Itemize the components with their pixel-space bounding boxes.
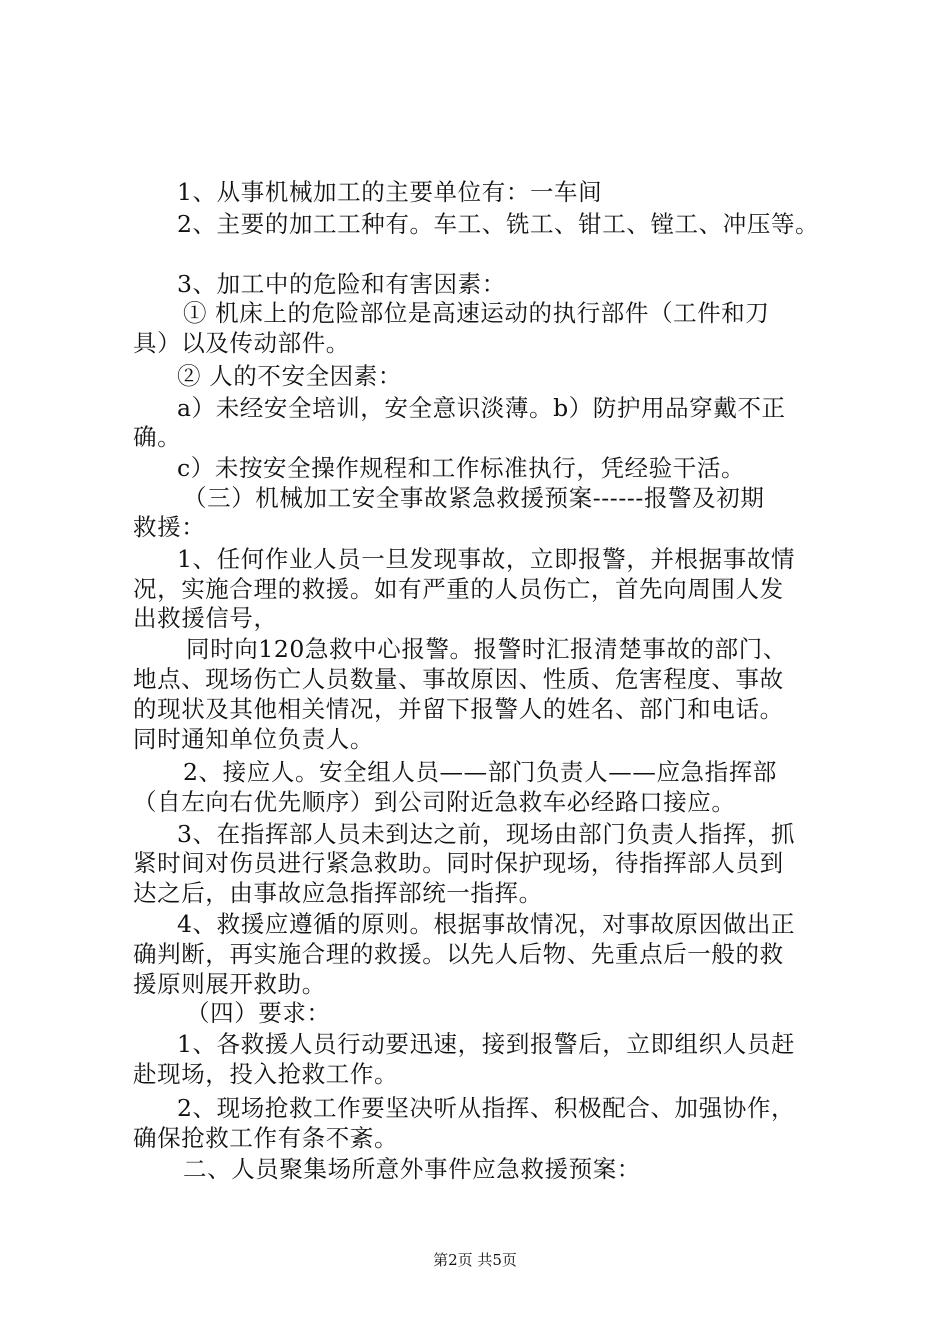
paragraph-line: 地点、现场伤亡人员数量、事故原因、性质、危害程度、事故 bbox=[133, 665, 784, 693]
paragraph-line: 同时通知单位负责人。 bbox=[133, 725, 374, 753]
paragraph-line: 1、从事机械加工的主要单位有：一车间 bbox=[177, 178, 603, 206]
paragraph-line: 同时向120急救中心报警。报警时汇报清楚事故的部门、 bbox=[186, 635, 787, 663]
section-heading: 救援： bbox=[133, 513, 206, 541]
page-number-footer: 第2页 共5页 bbox=[433, 1251, 517, 1269]
paragraph-line: 1、任何作业人员一旦发现事故，立即报警，并根据事故情 bbox=[177, 545, 796, 573]
paragraph-line: 确保抢救工作有条不紊。 bbox=[133, 1124, 399, 1152]
paragraph-line: （自左向右优先顺序）到公司附近急救车必经路口接应。 bbox=[133, 788, 736, 816]
paragraph-line: a）未经安全培训，安全意识淡薄。b）防护用品穿戴不正 bbox=[177, 394, 786, 422]
paragraph-line: 确判断，再实施合理的救援。以先人后物、先重点后一般的救 bbox=[133, 940, 784, 968]
paragraph-line: 达之后，由事故应急指挥部统一指挥。 bbox=[133, 879, 543, 907]
section-heading: （三）机械加工安全事故紧急救援预案------报警及初期 bbox=[183, 484, 765, 512]
paragraph-line: 紧时间对伤员进行紧急救助。同时保护现场，待指挥部人员到 bbox=[133, 849, 784, 877]
paragraph-line: 2、主要的加工工种有。车工、铣工、钳工、镗工、冲压等。 bbox=[177, 210, 820, 238]
paragraph-line: 援原则展开救助。 bbox=[133, 970, 326, 998]
paragraph-line: 2、现场抢救工作要坚决听从指挥、积极配合、加强协作， bbox=[177, 1094, 796, 1122]
section-heading: （四）要求： bbox=[186, 999, 331, 1027]
paragraph-line: 3、加工中的危险和有害因素： bbox=[177, 270, 506, 298]
section-heading: 二、人员聚集场所意外事件应急救援预案： bbox=[183, 1155, 641, 1183]
paragraph-line: ② 人的不安全因素： bbox=[177, 362, 402, 390]
paragraph-line: 2、接应人。安全组人员——部门负责人——应急指挥部 bbox=[183, 758, 777, 786]
paragraph-line: 赴现场，投入抢救工作。 bbox=[133, 1060, 399, 1088]
paragraph-line: 具）以及传动部件。 bbox=[133, 329, 350, 357]
paragraph-line: 3、在指挥部人员未到达之前，现场由部门负责人指挥，抓 bbox=[177, 820, 796, 848]
paragraph-line: 4、救援应遵循的原则。根据事故情况，对事故原因做出正 bbox=[177, 910, 796, 938]
paragraph-line: 出救援信号， bbox=[133, 604, 278, 632]
paragraph-line: 1、各救援人员行动要迅速，接到报警后，立即组织人员赶 bbox=[177, 1030, 796, 1058]
paragraph-line: 况，实施合理的救援。如有严重的人员伤亡，首先向周围人发 bbox=[133, 575, 784, 603]
paragraph-line: 确。 bbox=[133, 423, 182, 451]
paragraph-line: 的现状及其他相关情况，并留下报警人的姓名、部门和电话。 bbox=[133, 695, 784, 723]
paragraph-line: c）未按安全操作规程和工作标准执行，凭经验干活。 bbox=[177, 454, 746, 482]
paragraph-line: ① 机床上的危险部位是高速运动的执行部件（工件和刀 bbox=[183, 299, 770, 327]
